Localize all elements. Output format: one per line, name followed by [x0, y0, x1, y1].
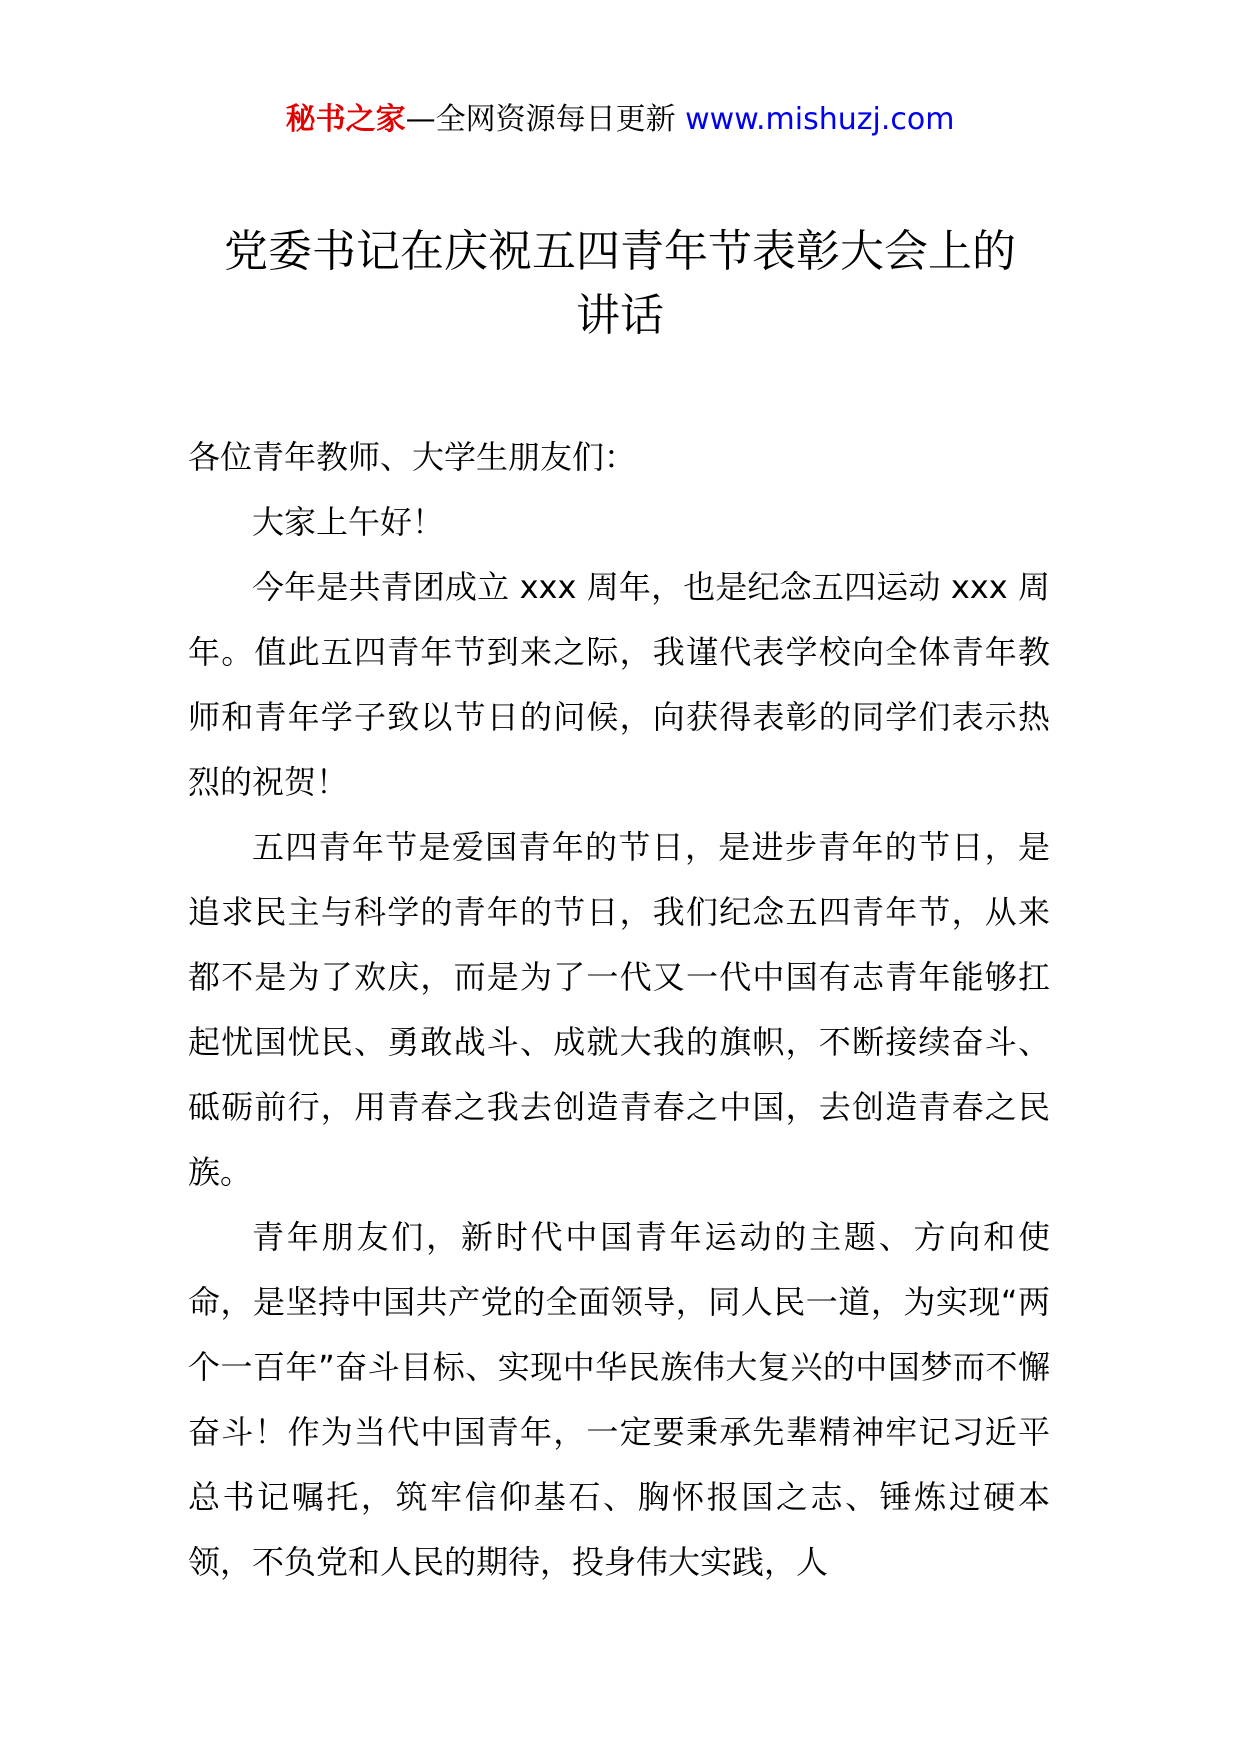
title-line-1: 党委书记在庆祝五四青年节表彰大会上的	[224, 226, 1016, 277]
document-body	[188, 425, 1050, 1595]
document-title	[140, 220, 1100, 348]
brand-name: 秘书之家	[285, 102, 406, 137]
paragraph-3: 青年朋友们，新时代中国青年运动的主题、方向和使命，是坚持中国共产党的全面领导，同人民一道，为实现“两个一百年”奋斗目标、实现中华民族伟大复兴的中国梦而不懈奋斗！作为当代中国青年，一定要秉承先辈精神牢记习近平总书记嘱托，筑牢信仰基石、胸怀报国之志、锤炼过硬本领，不负党和人民的期待，投身伟大实践，人	[188, 1218, 1050, 1581]
paragraph-1: 今年是共青团成立 xxx 周年，也是纪念五四运动 xxx 周年。值此五四青年节到来之际，我谨代表学校向全体青年教师和青年学子致以节日的问候，向获得表彰的同学们表示热烈的祝贺！	[188, 568, 1050, 801]
greeting: 大家上午好！	[252, 503, 445, 541]
site-header	[0, 100, 1240, 140]
header-tagline: —全网资源每日更新	[405, 102, 686, 137]
title-line-2: 讲话	[576, 290, 664, 341]
paragraph-2: 五四青年节是爱国青年的节日，是进步青年的节日，是追求民主与科学的青年的节日，我们纪念五四青年节，从来都不是为了欢庆，而是为了一代又一代中国有志青年能够扛起忧国忧民、勇敢战斗、成就大我的旗帜，不断接续奋斗、砥砺前行，用青春之我去创造青春之中国，去创造青春之民族。	[188, 828, 1050, 1191]
site-url-link[interactable]: www.mishuzj.com	[685, 102, 955, 137]
salutation: 各位青年教师、大学生朋友们：	[188, 438, 637, 476]
